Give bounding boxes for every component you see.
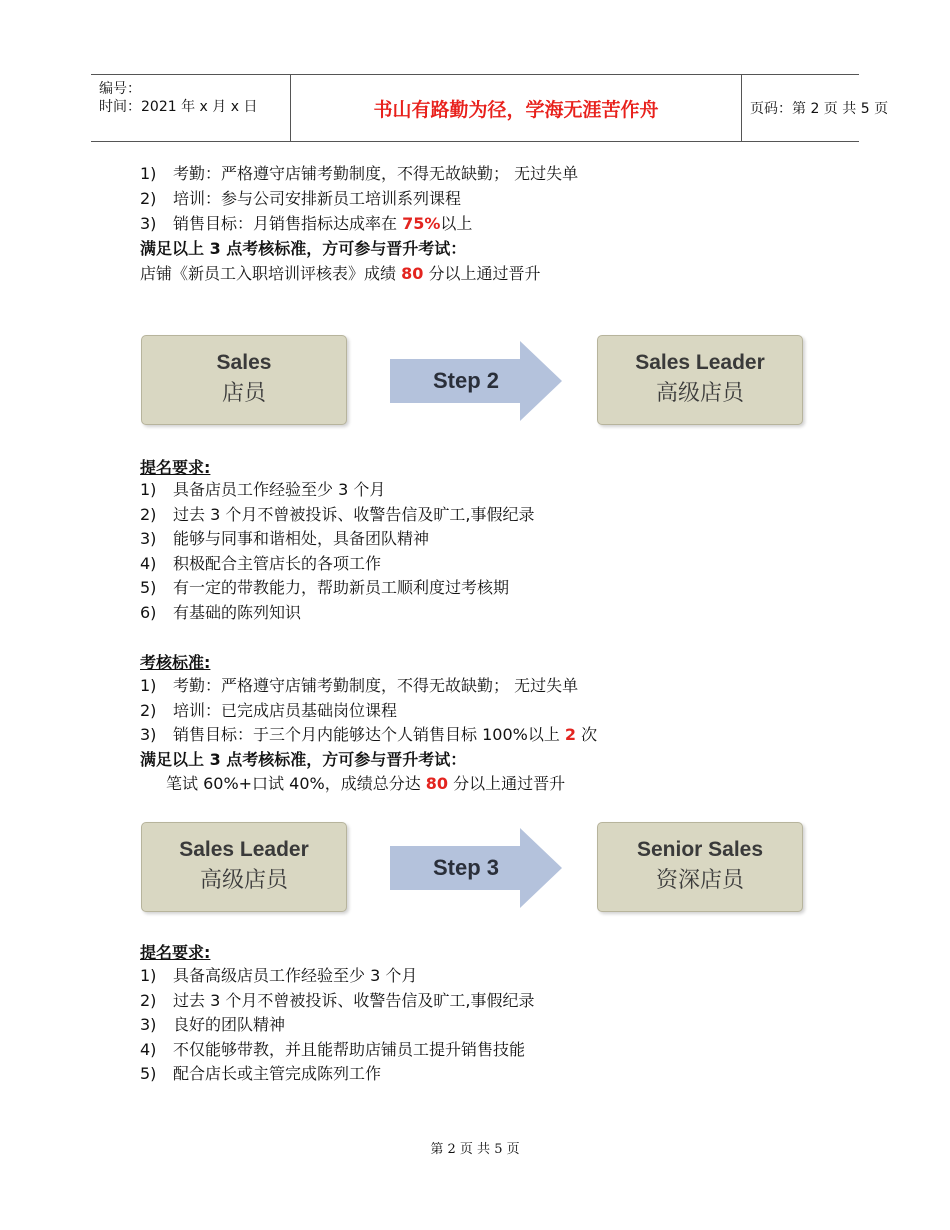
list-item: 1) 考勤：严格遵守店铺考勤制度，不得无故缺勤； 无过失单 bbox=[140, 676, 579, 695]
list-item: 1) 考勤：严格遵守店铺考勤制度，不得无故缺勤； 无过失单 bbox=[140, 164, 579, 183]
condition-text: 满足以上 3 点考核标准，方可参与晋升考试： bbox=[140, 750, 467, 769]
list-item: 1) 具备店员工作经验至少 3 个月 bbox=[140, 480, 386, 499]
list-item: 3) 良好的团队精神 bbox=[140, 1015, 286, 1034]
step2-label: Step 2 bbox=[432, 368, 500, 393]
header-page-cell bbox=[742, 75, 889, 141]
header-motto-cell bbox=[290, 75, 742, 141]
exam-text: 笔试 60%+口试 40%，成绩总分达 80 分以上通过晋升 bbox=[166, 774, 566, 793]
page-footer: 第 2 页 共 5 页 bbox=[430, 1142, 520, 1157]
section-title: 考核标准: bbox=[140, 653, 211, 672]
section-title: 提名要求: bbox=[140, 943, 211, 962]
page-header bbox=[91, 74, 889, 142]
step3-arrow bbox=[390, 828, 562, 908]
step2-from-box: Sales 店员 bbox=[141, 335, 347, 425]
time-label: 时间：2021 年 x 月 x 日 bbox=[99, 99, 258, 115]
list-item: 1) 具备高级店员工作经验至少 3 个月 bbox=[140, 966, 418, 985]
header-motto: 书山有路勤为径，学海无涯苦作舟 bbox=[373, 98, 659, 121]
section-title: 提名要求: bbox=[140, 458, 211, 477]
condition-text: 满足以上 3 点考核标准，方可参与晋升考试： bbox=[140, 239, 467, 258]
list-item: 2) 过去 3 个月不曾被投诉、收警告信及旷工,事假纪录 bbox=[140, 991, 535, 1010]
highlight-value: 80 bbox=[425, 774, 449, 793]
list-item: 3) 销售目标：于三个月内能够达个人销售目标 100%以上 2 次 bbox=[140, 725, 598, 744]
list-item: 6) 有基础的陈列知识 bbox=[140, 603, 302, 622]
step3-label: Step 3 bbox=[432, 855, 500, 880]
list-item: 2) 培训：参与公司安排新员工培训系列课程 bbox=[140, 189, 462, 208]
highlight-value: 75% bbox=[402, 214, 441, 233]
step3-from-box: Sales Leader 高级店员 bbox=[141, 822, 347, 912]
exam-text: 店铺《新员工入职培训评核表》成绩 80 分以上通过晋升 bbox=[140, 264, 541, 283]
step2-to-box: Sales Leader 高级店员 bbox=[597, 335, 803, 425]
list-item: 4) 不仅能够带教，并且能帮助店铺员工提升销售技能 bbox=[140, 1040, 526, 1059]
header-meta bbox=[91, 75, 290, 141]
serial-label: 编号： bbox=[99, 81, 141, 97]
highlight-value: 80 bbox=[401, 264, 424, 283]
list-item: 4) 积极配合主管店长的各项工作 bbox=[140, 554, 382, 573]
list-item: 2) 过去 3 个月不曾被投诉、收警告信及旷工,事假纪录 bbox=[140, 505, 535, 524]
list-item: 3) 销售目标：月销售指标达成率在 75%以上 bbox=[140, 214, 473, 233]
list-item: 2) 培训：已完成店员基础岗位课程 bbox=[140, 701, 398, 720]
step2-arrow bbox=[390, 341, 562, 421]
header-page-info: 页码：第 2 页 共 5 页 bbox=[750, 101, 889, 117]
step3-to-box: Senior Sales 资深店员 bbox=[597, 822, 803, 912]
list-item: 3) 能够与同事和谐相处，具备团队精神 bbox=[140, 529, 430, 548]
highlight-value: 2 bbox=[564, 725, 577, 744]
list-item: 5) 配合店长或主管完成陈列工作 bbox=[140, 1064, 382, 1083]
list-item: 5) 有一定的带教能力，帮助新员工顺利度过考核期 bbox=[140, 578, 510, 597]
